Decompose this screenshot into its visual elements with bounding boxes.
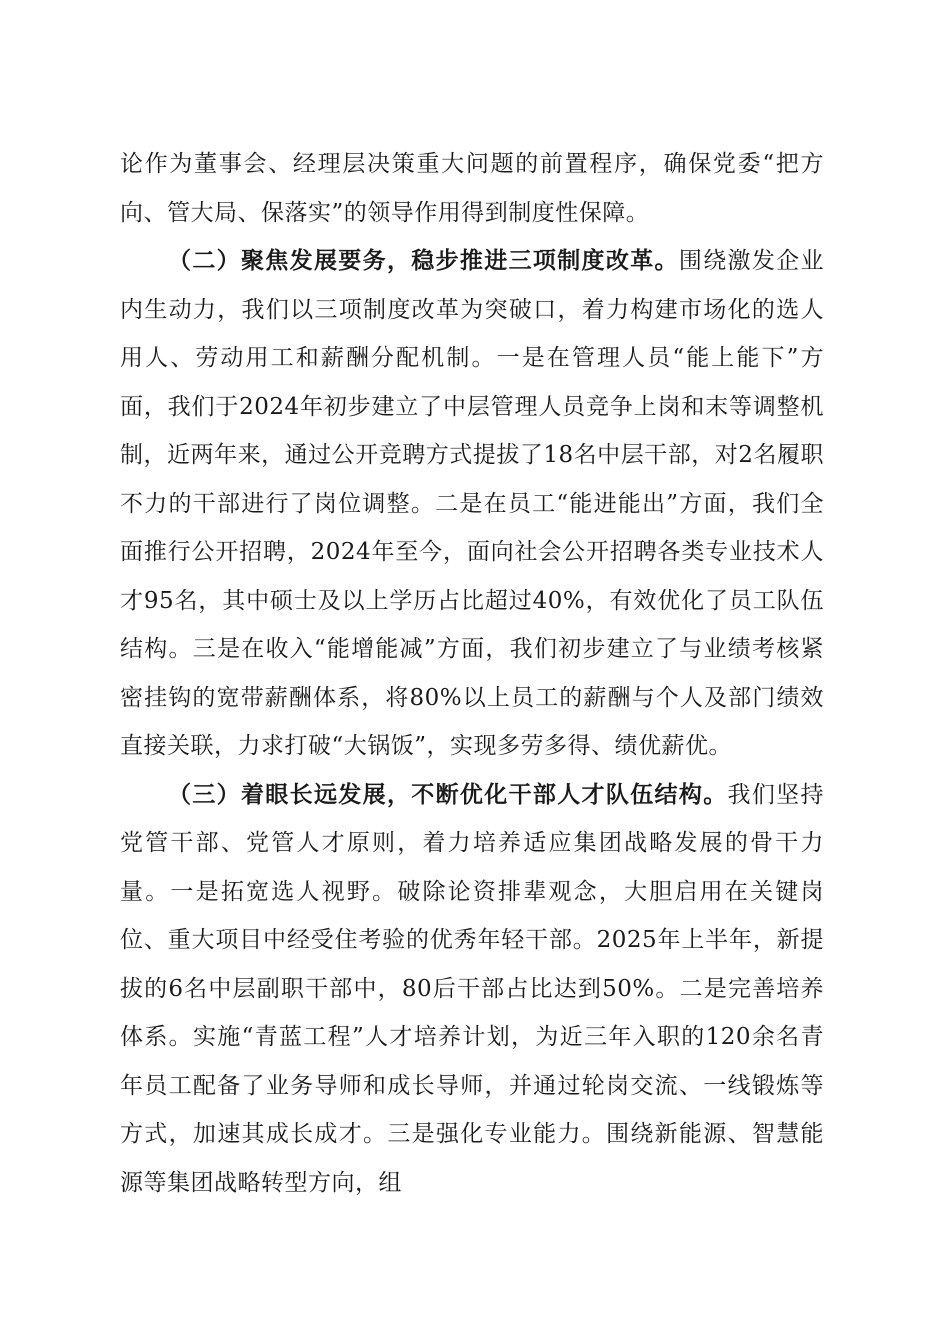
paragraph-text: 论作为董事会、经理层决策重大问题的前置程序，确保党委“把方向、管大局、保落实”的领导作用得到制度性保障。 xyxy=(120,151,824,226)
paragraph-text: 我们坚持党管干部、党管人才原则，着力培养适应集团战略发展的骨干力量。一是拓宽选人视野。破除论资排辈观念，大胆启用在关键岗位、重大项目中经受住考验的优秀年轻干部。2025年上半年，新提拔的6名中层副职干部中，80后干部占比达到50%。二是完善培养体系。实施“青蓝工程”人才培养计划，为近三年入职的120余名青年员工配备了业务导师和成长导师，并通过轮岗交流、一线锻炼等方式，加速其成长成才。三是强化专业能力。围绕新能源、智慧能源等集团战略转型方向，组 xyxy=(120,781,825,1196)
paragraph-text: 围绕激发企业内生动力，我们以三项制度改革为突破口，着力构建市场化的选人用人、劳动用工和薪酬分配机制。一是在管理人员“能上能下”方面，我们于2024年初步建立了中层管理人员竞争上岗和末等调整机制，近两年来，通过公开竞聘方式提拔了18名中层干部，对2名履职不力的干部进行了岗位调整。二是在员工“能进能出”方面，我们全面推行公开招聘，2024年至今，面向社会公开招聘各类专业技术人才95名，其中硕士及以上学历占比超过40%，有效优化了员工队伍结构。三是在收入“能增能减”方面，我们初步建立了与业绩考核紧密挂钩的宽带薪酬体系，将80%以上员工的薪酬与个人及部门绩效直接关联，力求打破“大锅饭”，实现多劳多得、绩优薪优。 xyxy=(120,248,825,759)
section-heading: （三）着眼长远发展，不断优化干部人才队伍结构。 xyxy=(168,780,728,808)
paragraph-continuation xyxy=(120,140,824,237)
paragraph-section-2 xyxy=(120,237,824,771)
section-heading: （二）聚焦发展要务，稳步推进三项制度改革。 xyxy=(168,247,679,274)
document-body xyxy=(120,140,824,1207)
paragraph-section-3 xyxy=(120,771,824,1208)
